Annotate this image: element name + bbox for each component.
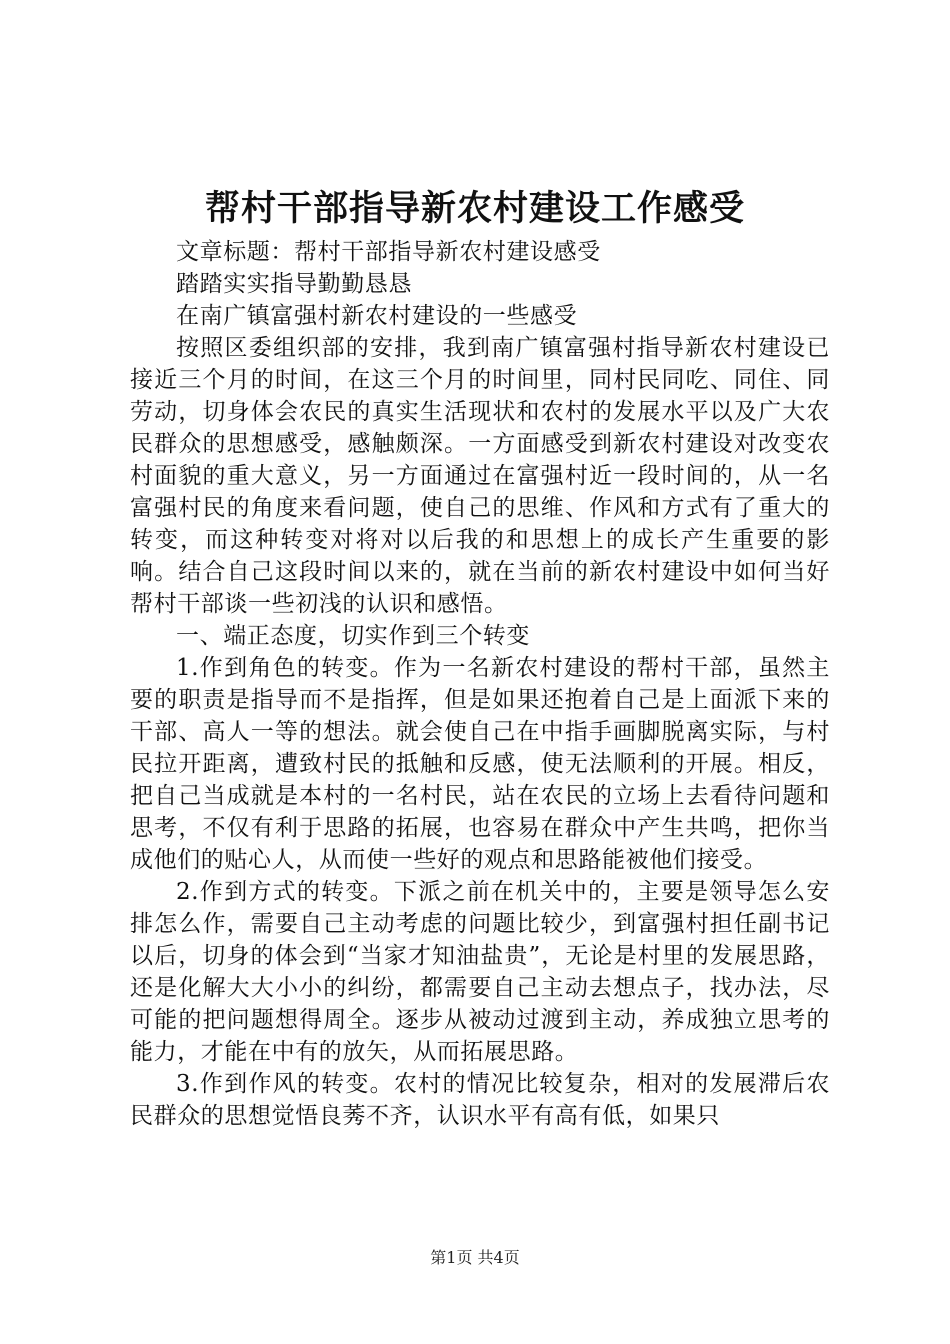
paragraph: 在南广镇富强村新农村建设的一些感受 <box>176 303 578 329</box>
document-title: 帮村干部指导新农村建设工作感受 <box>204 188 745 229</box>
paragraph: 踏踏实实指导勤勤恳恳 <box>176 271 412 297</box>
page-number-footer: 第1页 共4页 <box>430 1248 520 1267</box>
paragraph: 一、端正态度，切实作到三个转变 <box>176 623 530 649</box>
paragraph: 2.作到方式的转变。下派之前在机关中的，主要是领导怎么安排怎么作，需要自己主动考虑的问题比较少，到富强村担任副书记以后，切身的体会到“当家才知油盐贵”，无论是村里的发展思路，还是化解大大小小的纠纷，都需要自己主动去想点子，找办法，尽可能的把问题想得周全。逐步从被动过渡到主动，养成独立思考的能力，才能在中有的放矢，从而拓展思路。 <box>130 879 830 1065</box>
document-body <box>130 236 830 1132</box>
paragraph: 1.作到角色的转变。作为一名新农村建设的帮村干部，虽然主要的职责是指导而不是指挥，但是如果还抱着自己是上面派下来的干部、高人一等的想法。就会使自己在中指手画脚脱离实际，与村民拉开距离，遭致村民的抵触和反感，使无法顺利的开展。相反，把自己当成就是本村的一名村民，站在农民的立场上去看待问题和思考，不仅有利于思路的拓展，也容易在群众中产生共鸣，把你当成他们的贴心人，从而使一些好的观点和思路能被他们接受。 <box>130 655 830 873</box>
paragraph: 文章标题：帮村干部指导新农村建设感受 <box>176 239 601 265</box>
paragraph: 3.作到作风的转变。农村的情况比较复杂，相对的发展滞后农民群众的思想觉悟良莠不齐，认识水平有高有低，如果只 <box>130 1071 830 1129</box>
paragraph: 按照区委组织部的安排，我到南广镇富强村指导新农村建设已接近三个月的时间，在这三个月的时间里，同村民同吃、同住、同劳动，切身体会农民的真实生活现状和农村的发展水平以及广大农民群众的思想感受，感触颇深。一方面感受到新农村建设对改变农村面貌的重大意义，另一方面通过在富强村近一段时间的，从一名富强村民的角度来看问题，使自己的思维、作风和方式有了重大的转变，而这种转变对将对以后我的和思想上的成长产生重要的影响。结合自己这段时间以来的，就在当前的新农村建设中如何当好帮村干部谈一些初浅的认识和感悟。 <box>130 335 830 617</box>
